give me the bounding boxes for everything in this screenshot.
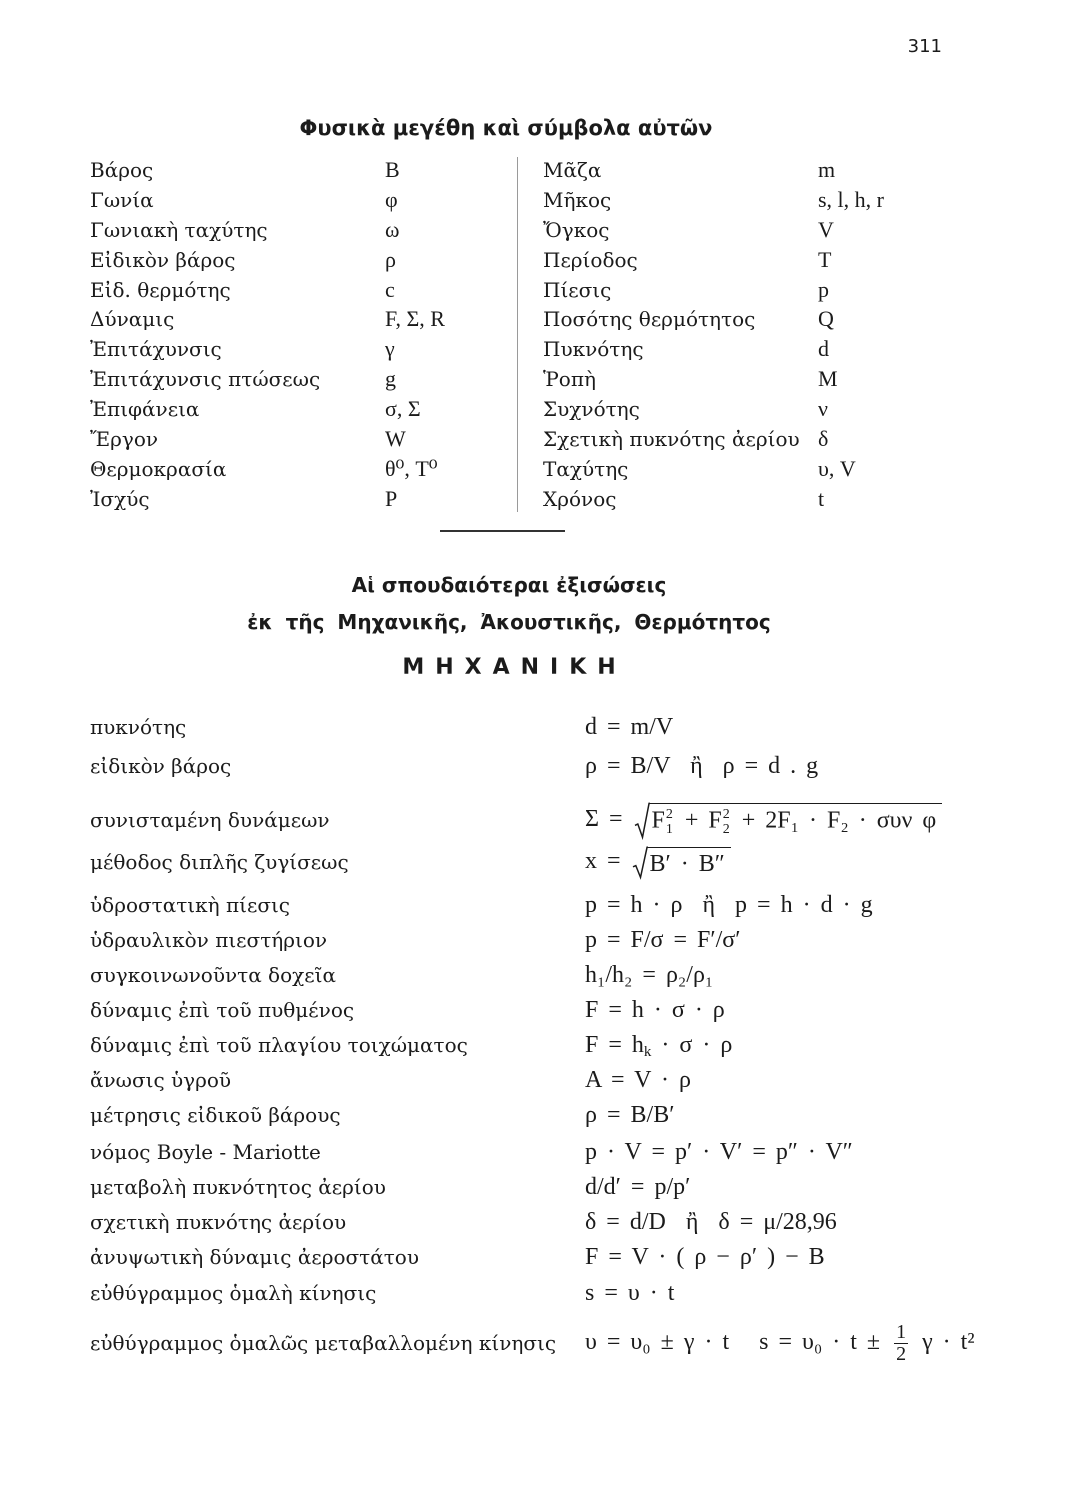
equation-row bbox=[90, 922, 740, 958]
quantity-name: Ποσότης θερμότητος bbox=[543, 307, 756, 332]
quantity-symbol: g bbox=[385, 366, 396, 392]
formula-text: s = υ · t bbox=[585, 1280, 675, 1306]
quantity-symbol: d bbox=[818, 336, 829, 362]
equation-row bbox=[90, 992, 725, 1028]
quantity-symbol: θ⁰, T⁰ bbox=[385, 455, 438, 481]
equation-label: μέτρησις εἰδικοῦ βάρους bbox=[90, 1103, 341, 1127]
equation-row bbox=[90, 957, 713, 993]
equation-formula bbox=[585, 925, 740, 955]
quantity-symbol: φ bbox=[385, 186, 398, 212]
formula-text: p · V = p′ · V′ = p″ · V″ bbox=[585, 1139, 853, 1165]
quantity-name: Ἔργον bbox=[90, 426, 159, 451]
quantity-name: Πυκνότης bbox=[543, 337, 644, 362]
formula-text: F = h bbox=[585, 1032, 644, 1058]
formula-text: x = bbox=[585, 848, 631, 874]
quantity-name: Δύναμις bbox=[90, 307, 175, 332]
fraction-numerator: 1 bbox=[896, 1320, 907, 1343]
formula-text: p = F/σ = F′/σ′ bbox=[585, 927, 741, 953]
quantity-name: Μᾶζα bbox=[543, 157, 602, 182]
equation-formula bbox=[585, 1278, 674, 1308]
equation-formula bbox=[585, 1172, 690, 1202]
formula-text: d = m/V bbox=[585, 714, 674, 740]
equation-label: ἀνυψωτικὴ δύναμις ἀεροστάτου bbox=[90, 1245, 419, 1269]
formula-text: + 2F₁ · F₂ · συν φ bbox=[731, 807, 937, 834]
formula-text: δ = d/D ἢ δ = μ/28,96 bbox=[585, 1209, 837, 1235]
quantity-name: Ῥοπὴ bbox=[543, 367, 596, 392]
formula-text: B′ · B″ bbox=[649, 850, 725, 877]
equation-label: ἄνωσις ὑγροῦ bbox=[90, 1068, 232, 1092]
equation-label: ὑδραυλικὸν πιεστήριον bbox=[90, 928, 328, 952]
formula-text: F bbox=[651, 807, 665, 834]
quantity-symbol: Q bbox=[818, 306, 834, 332]
radical-sign bbox=[633, 847, 648, 878]
quantity-name: Μῆκος bbox=[543, 187, 612, 212]
formula-text: γ · t² bbox=[912, 1328, 975, 1355]
formula-text: + F bbox=[674, 807, 722, 834]
quantity-name: Συχνότης bbox=[543, 397, 640, 422]
quantity-name: Ὄγκος bbox=[543, 217, 610, 242]
quantity-symbol: t bbox=[818, 485, 825, 511]
formula-superscript: 2 bbox=[665, 806, 673, 822]
mechanics-heading: ΜΗΧΑΝΙΚΗ bbox=[402, 655, 627, 680]
equation-formula bbox=[585, 1322, 975, 1365]
quantity-name: Πίεσις bbox=[543, 277, 612, 302]
quantity-symbol: ν bbox=[818, 396, 828, 422]
equation-formula bbox=[585, 890, 873, 920]
equation-formula bbox=[585, 995, 725, 1025]
radicand bbox=[648, 847, 731, 878]
formula-text: F = h · σ · ρ bbox=[585, 997, 725, 1023]
quantity-name: Βάρος bbox=[90, 157, 154, 182]
quantity-name: Ταχύτης bbox=[543, 456, 629, 481]
radical-sign bbox=[635, 803, 650, 838]
quantity-name: Εἰδικὸν βάρος bbox=[90, 247, 236, 272]
equation-row bbox=[90, 1134, 853, 1170]
equation-formula bbox=[585, 1137, 853, 1167]
formula-text: F = V · ( ρ − ρ′ ) − B bbox=[585, 1244, 825, 1270]
formula-subscript: 2 bbox=[722, 821, 730, 837]
quantity-symbol: p bbox=[818, 276, 829, 302]
equation-label: σχετικὴ πυκνότης ἀερίου bbox=[90, 1210, 347, 1234]
formula-text: h₁/h₂ = ρ₂/ρ₁ bbox=[585, 962, 714, 988]
equation-row bbox=[90, 1097, 674, 1133]
equation-label: πυκνότης bbox=[90, 715, 187, 739]
quantity-symbol: m bbox=[818, 156, 836, 182]
formula-text: s = υ₀ · t ± bbox=[729, 1328, 891, 1355]
symbols-table-title: Φυσικὰ μεγέθη καὶ σύμβολα αὐτῶν bbox=[299, 116, 713, 140]
equation-row bbox=[90, 1317, 975, 1369]
quantity-symbol: υ, V bbox=[818, 455, 856, 481]
equation-label: δύναμις ἐπὶ τοῦ πλαγίου τοιχώματος bbox=[90, 1033, 468, 1057]
formula-superscript-subscript bbox=[723, 807, 730, 837]
quantity-symbol: P bbox=[385, 485, 398, 511]
quantity-name: Ἐπιτάχυνσις πτώσεως bbox=[90, 367, 321, 392]
quantity-symbol: F, Σ, R bbox=[385, 306, 445, 332]
equation-label: μεταβολὴ πυκνότητος ἀερίου bbox=[90, 1175, 386, 1199]
quantity-name: Χρόνος bbox=[543, 486, 617, 511]
formula-subscript: 1 bbox=[665, 821, 673, 837]
quantity-symbol: s, l, h, r bbox=[818, 186, 884, 212]
equation-label: συνισταμένη δυνάμεων bbox=[90, 808, 330, 832]
equations-subheading: ἐκ τῆς Μηχανικῆς, Ἀκουστικῆς, Θερμότητος bbox=[247, 610, 771, 634]
equation-label: εἰδικὸν βάρος bbox=[90, 754, 232, 778]
formula-superscript: 2 bbox=[722, 806, 730, 822]
formula-text: A = V · ρ bbox=[585, 1067, 691, 1093]
quantity-symbol: T bbox=[818, 246, 832, 272]
page-number: 311 bbox=[907, 36, 942, 57]
equation-formula bbox=[585, 1030, 732, 1060]
equation-list bbox=[90, 0, 1050, 1500]
formula-text: p = h · ρ ἢ p = h · d · g bbox=[585, 892, 873, 918]
quantity-name: Ἐπιφάνεια bbox=[90, 397, 200, 422]
equation-row bbox=[90, 709, 673, 745]
quantity-symbol: W bbox=[385, 425, 406, 451]
equation-row bbox=[90, 1239, 825, 1275]
equation-formula bbox=[585, 712, 673, 742]
equation-row bbox=[90, 887, 873, 923]
quantity-symbol: ω bbox=[385, 216, 400, 242]
equation-formula bbox=[585, 1100, 674, 1130]
quantity-name: Θερμοκρασία bbox=[90, 456, 227, 481]
quantity-symbol: δ bbox=[818, 425, 829, 451]
equation-label: ὑδροστατικὴ πίεσις bbox=[90, 893, 291, 917]
radical-sign-glyph bbox=[633, 847, 648, 878]
quantity-name: Ἰσχύς bbox=[90, 486, 150, 511]
equation-row bbox=[90, 1275, 674, 1311]
quantity-name: Εἰδ. θερμότης bbox=[90, 277, 231, 302]
formula-text: ρ = B/B′ bbox=[585, 1102, 675, 1128]
quantity-symbol: γ bbox=[385, 336, 395, 362]
formula-text: Σ = bbox=[585, 805, 633, 832]
equation-formula bbox=[585, 1207, 837, 1237]
equation-formula bbox=[585, 846, 731, 878]
equation-row bbox=[90, 790, 942, 850]
equation-row bbox=[90, 1027, 732, 1063]
quantity-symbol: B bbox=[385, 156, 400, 182]
formula-subscript: k bbox=[643, 1044, 652, 1060]
equation-row bbox=[90, 1204, 837, 1240]
formula-text: d/d′ = p/p′ bbox=[585, 1174, 691, 1200]
formula-text: · σ · ρ bbox=[651, 1032, 733, 1058]
equation-formula bbox=[585, 1242, 825, 1272]
quantity-name: Γωνία bbox=[90, 187, 154, 212]
quantity-symbol: V bbox=[818, 216, 834, 242]
quantity-name: Σχετικὴ πυκνότης ἀερίου bbox=[543, 426, 800, 451]
equation-label: νόμος Boyle - Mariotte bbox=[90, 1140, 321, 1164]
equation-formula bbox=[585, 960, 713, 990]
formula-superscript-subscript bbox=[666, 807, 673, 837]
equation-label: συγκοινωνοῦντα δοχεῖα bbox=[90, 963, 336, 987]
quantity-name: Ἐπιτάχυνσις bbox=[90, 337, 222, 362]
fraction bbox=[894, 1322, 908, 1365]
equation-row bbox=[90, 1062, 691, 1098]
equation-formula bbox=[585, 1065, 691, 1095]
fraction-denominator: 2 bbox=[896, 1342, 907, 1365]
equations-heading: Αἱ σπουδαιότεραι ἐξισώσεις bbox=[351, 573, 667, 597]
quantity-symbol: M bbox=[818, 366, 838, 392]
equation-label: εὐθύγραμμος ὁμαλὴ κίνησις bbox=[90, 1281, 377, 1305]
formula-text: υ = υ₀ ± γ · t bbox=[585, 1328, 730, 1355]
equation-label: δύναμις ἐπὶ τοῦ πυθμένος bbox=[90, 998, 355, 1022]
equation-label: εὐθύγραμμος ὁμαλῶς μεταβαλλομένη κίνησις bbox=[90, 1331, 557, 1355]
formula-text: ρ = B/V ἢ ρ = d . g bbox=[585, 753, 819, 779]
radical-sign-glyph bbox=[635, 803, 650, 838]
quantity-name: Γωνιακὴ ταχύτης bbox=[90, 217, 268, 242]
quantity-name: Περίοδος bbox=[543, 247, 638, 272]
square-root bbox=[633, 803, 943, 838]
equation-formula bbox=[585, 803, 942, 838]
quantity-symbol: ρ bbox=[385, 246, 396, 272]
equation-formula bbox=[585, 751, 818, 781]
equation-row bbox=[90, 1169, 690, 1205]
square-root bbox=[631, 847, 731, 878]
quantity-symbol: c bbox=[385, 276, 395, 302]
equation-row bbox=[90, 844, 731, 880]
radicand bbox=[650, 803, 943, 838]
equation-row bbox=[90, 748, 818, 784]
quantity-symbol: σ, Σ bbox=[385, 396, 421, 422]
equation-label: μέθοδος διπλῆς ζυγίσεως bbox=[90, 850, 349, 874]
